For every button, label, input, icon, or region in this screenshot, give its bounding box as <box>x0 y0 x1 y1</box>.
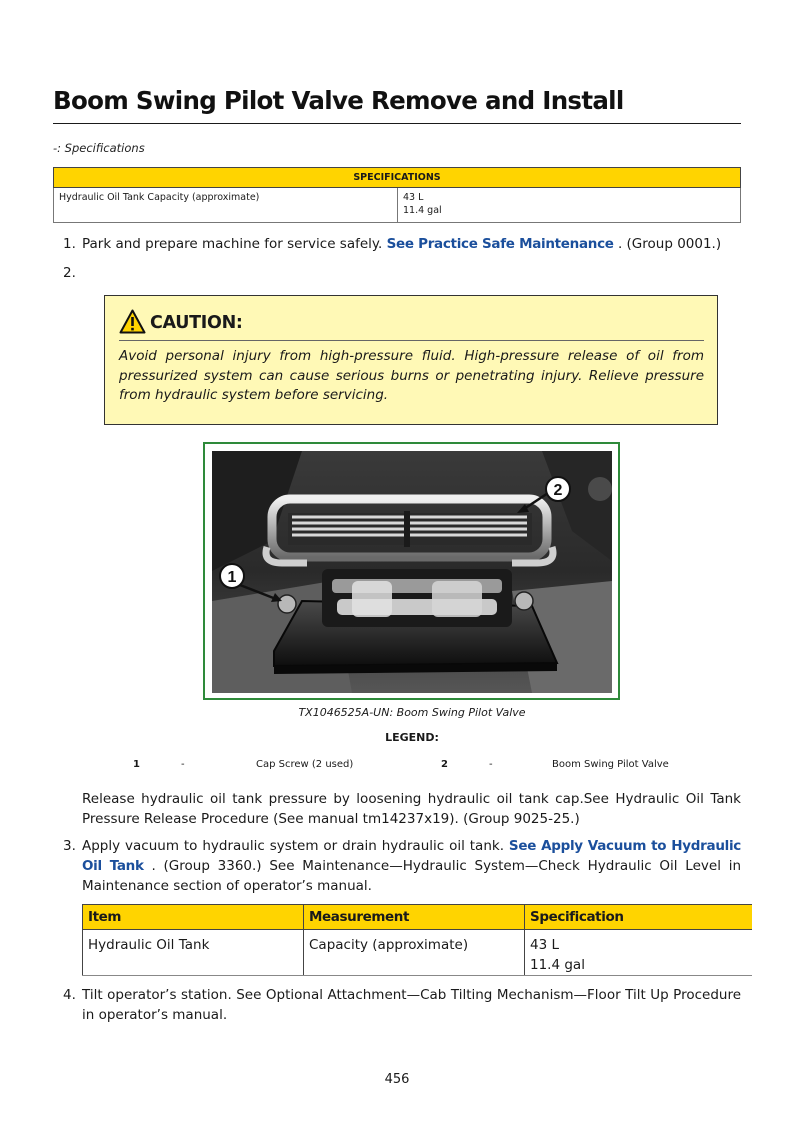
column-header-measurement: Measurement <box>304 905 525 930</box>
step-number: 3. <box>63 838 76 854</box>
boom-swing-pilot-valve-photo <box>212 451 612 693</box>
cell-item: Hydraulic Oil Tank <box>83 930 304 976</box>
spec-label: Hydraulic Oil Tank Capacity (approximate) <box>54 188 398 223</box>
figure-frame <box>203 442 620 700</box>
legend-item-2-text: Boom Swing Pilot Valve <box>552 759 669 770</box>
step-text: Tilt operator’s station. See Optional Attachment—Cab Tilting Mechanism—Floor Tilt Up Procedure in operator’s manual. <box>82 987 741 1023</box>
page-title: Boom Swing Pilot Valve Remove and Install <box>53 86 624 115</box>
step-text <box>82 234 741 254</box>
specifications-header: SPECIFICATIONS <box>54 168 741 188</box>
caution-divider <box>119 340 704 341</box>
cell-measurement: Capacity (approximate) <box>304 930 525 976</box>
cell-specification <box>525 930 753 976</box>
step-text-after: . (Group 3360.) See Maintenance—Hydraulic System—Check Hydraulic Oil Level in Maintenance section of operator’s manual. <box>82 858 742 894</box>
caution-label: CAUTION: <box>150 313 243 333</box>
step-text-before: Apply vacuum to hydraulic system or drain hydraulic oil tank. <box>82 838 504 854</box>
column-header-item: Item <box>83 905 304 930</box>
spec-value-imperial: 11.4 gal <box>403 205 442 216</box>
legend-title: LEGEND: <box>385 731 439 744</box>
warning-triangle-icon <box>119 309 146 338</box>
table-row <box>54 188 741 223</box>
caution-box <box>104 295 718 425</box>
practice-safe-maintenance-link[interactable]: See Practice Safe Maintenance <box>386 236 614 252</box>
legend-item-1-text: Cap Screw (2 used) <box>256 759 354 770</box>
legend-item-1-dash: - <box>181 759 185 770</box>
column-header-specification: Specification <box>525 905 753 930</box>
step-text-before: Park and prepare machine for service safely. <box>82 236 383 252</box>
spec-imperial: 11.4 gal <box>530 957 585 973</box>
legend-item-1-number: 1 <box>133 759 140 770</box>
legend-item-2-dash: - <box>489 759 493 770</box>
table-row <box>83 930 753 976</box>
release-pressure-paragraph: Release hydraulic oil tank pressure by loosening hydraulic oil tank cap.See Hydraulic Oil Tank Pressure Release Procedure (See manual tm14237x19). (Group 9025-25.) <box>82 791 741 827</box>
caution-heading <box>119 309 243 337</box>
specifications-table <box>53 167 741 223</box>
caution-text: Avoid personal injury from high-pressure fluid. High-pressure release of oil from pressurized system can cause serious burns or penetrating injury. Relieve pressure from hydraulic system before servicing. <box>119 348 704 403</box>
callout-2-label: 2 <box>553 482 563 499</box>
spec-value <box>398 188 741 223</box>
apply-vacuum-link[interactable]: See Apply Vacuum to Hydraulic Oil Tank <box>82 838 741 874</box>
step-number: 1. <box>63 236 76 252</box>
step-text-after: . (Group 0001.) <box>617 236 722 252</box>
figure-caption: TX1046525A-UN: Boom Swing Pilot Valve <box>298 706 526 719</box>
step-number: 4. <box>63 987 76 1003</box>
spec-metric: 43 L <box>530 937 559 953</box>
specifications-caption: -: Specifications <box>53 141 145 155</box>
spec-value-metric: 43 L <box>403 192 424 203</box>
callout-1-label: 1 <box>227 569 237 586</box>
step-text <box>82 836 741 896</box>
page-number: 456 <box>384 1072 410 1087</box>
step-number: 2. <box>63 265 76 281</box>
title-divider <box>53 123 741 124</box>
legend-item-2-number: 2 <box>441 759 448 770</box>
hydraulic-oil-spec-table <box>82 904 752 976</box>
